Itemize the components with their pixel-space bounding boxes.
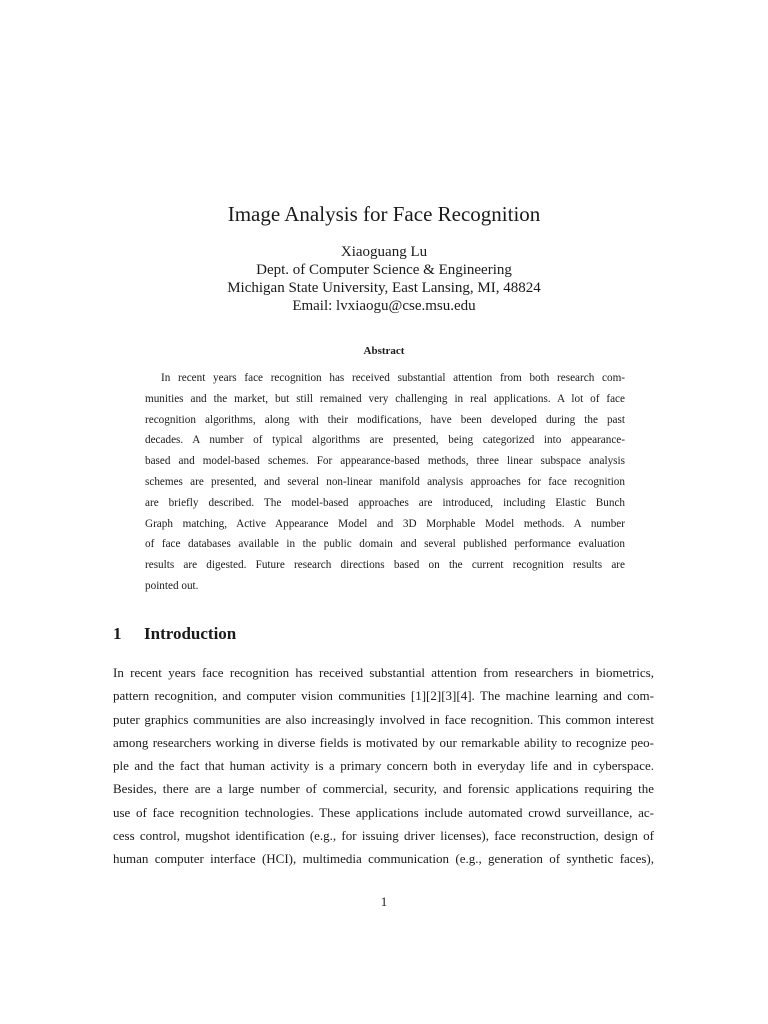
abstract-line: of face databases available in the public domain and several published performance evaluation xyxy=(145,538,625,551)
section-title: Introduction xyxy=(144,624,237,643)
abstract-line: pointed out. xyxy=(145,579,199,592)
introduction-body xyxy=(113,661,654,871)
section-number: 1 xyxy=(113,624,122,643)
title-block xyxy=(0,201,768,227)
abstract-line: decades. A number of typical algorithms are presented, being categorized into appearance- xyxy=(145,434,625,447)
abstract-line: munities and the market, but still remained very challenging in real applications. A lot of face xyxy=(145,392,625,405)
author-department: Dept. of Computer Science & Engineering xyxy=(256,262,512,278)
author-name: Xiaoguang Lu xyxy=(340,244,428,260)
abstract-line: In recent years face recognition has received substantial attention from both research com- xyxy=(161,372,625,384)
author-email: Email: lvxiaogu@cse.msu.edu xyxy=(292,298,476,314)
abstract-body xyxy=(145,368,625,597)
body-line: cess control, mugshot identification (e.g., for issuing driver licenses), face reconstruction, design of xyxy=(113,828,654,844)
body-line: In recent years face recognition has received substantial attention from researchers in biometrics, xyxy=(113,665,654,680)
author-block xyxy=(0,243,768,315)
body-line: Besides, there are a large number of commercial, security, and forensic applications requiring the xyxy=(113,781,654,797)
body-line: puter graphics communities are also increasingly involved in face recognition. This common interest xyxy=(113,711,654,727)
body-line: among researchers working in diverse fields is motivated by our remarkable ability to recognize peo- xyxy=(113,734,654,750)
abstract-line: schemes are presented, and several non-linear manifold analysis approaches for face recognition xyxy=(145,475,625,488)
section-heading-introduction xyxy=(113,623,236,645)
abstract-line: are briefly described. The model-based approaches are introduced, including Elastic Bunch xyxy=(145,496,625,509)
body-line: ple and the fact that human activity is a primary concern both in everyday life and in cyberspace. xyxy=(113,758,654,774)
abstract-line: recognition algorithms, along with their modifications, have been developed during the past xyxy=(145,413,625,426)
abstract-heading: Abstract xyxy=(363,345,405,357)
abstract-line: Graph matching, Active Appearance Model and 3D Morphable Model methods. A number xyxy=(145,517,625,530)
abstract-line: based and model-based schemes. For appearance-based methods, three linear subspace analysis xyxy=(145,455,625,468)
abstract-line: results are digested. Future research directions based on the current recognition results are xyxy=(145,559,625,572)
page-number: 1 xyxy=(380,894,388,909)
body-line: use of face recognition technologies. These applications include automated crowd surveillance, ac- xyxy=(113,804,654,820)
body-line: human computer interface (HCI), multimedia communication (e.g., generation of synthetic faces), xyxy=(113,851,654,867)
author-institution: Michigan State University, East Lansing, MI, 48824 xyxy=(227,280,541,296)
paper-title: Image Analysis for Face Recognition xyxy=(227,202,541,226)
body-line: pattern recognition, and computer vision communities [1][2][3][4]. The machine learning and com- xyxy=(113,688,654,704)
